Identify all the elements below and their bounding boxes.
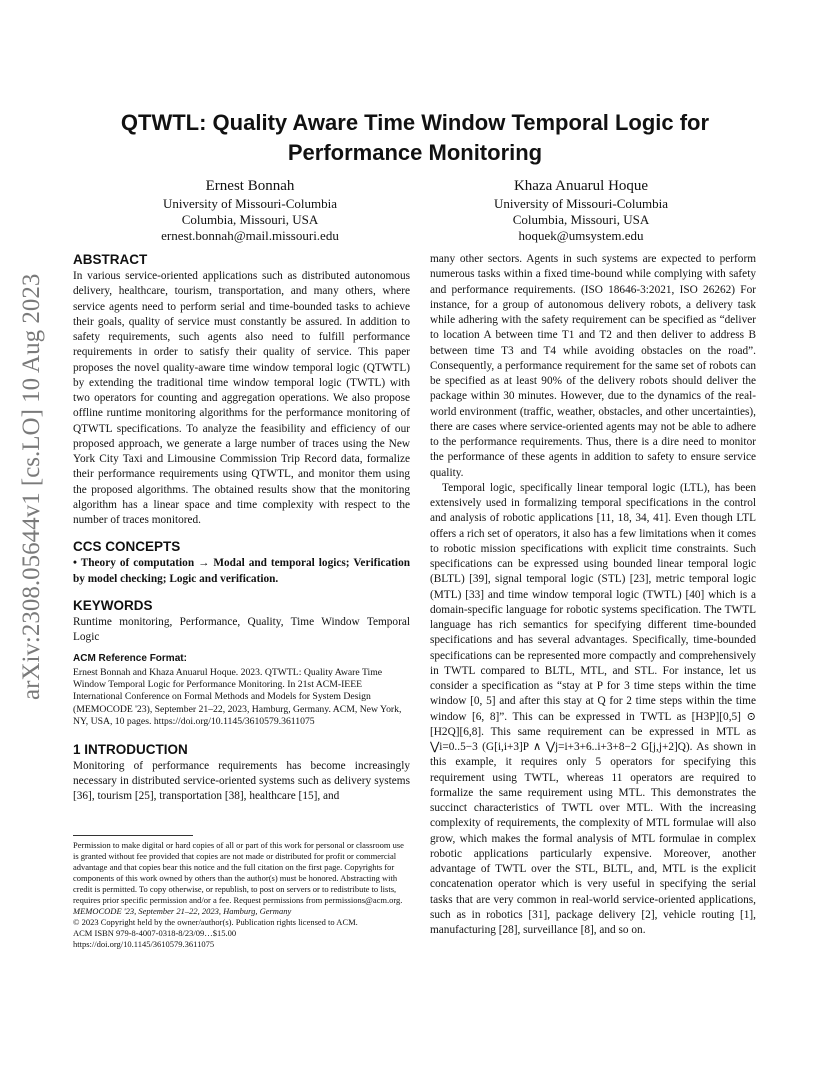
right-paragraph-1: many other sectors. Agents in such systems are expected to perform numerous tasks within a fixed time-bound while complying with safety and performance requirements. (ISO 18646-3:2021, ISO 26262) For instance, for a group of autonomous delivery robots, a delivery task while adhering with the safety requirement can be specified as “deliver to location A between time T1 and T2 and then deliver to address B between time T3 and T4 while avoiding obstacles on the road”. Consequently, a performance requirement for the same set of robots can be specified as at least 90% of the delivery robots should deliver the package within 30 minutes. However, due to the dynamics of the real-world environment (traffic, weather, obstacles, and other uncertainties), there are cases where service-oriented agents may not be able to adhere to the performance requirements. Thus, there is a dire need to monitor the performance of these agents in addition to safety to ensure service quality. [430,253,756,479]
ccs-heading: CCS CONCEPTS [73,539,181,555]
footnote-rule [73,835,193,836]
acm-ref-heading: ACM Reference Format: [73,653,187,665]
right-column [430,252,756,938]
author-email: hoquek@umsystem.edu [518,228,644,243]
author-affiliation: University of Missouri-Columbia [162,196,338,211]
doi-line: https://doi.org/10.1145/3610579.3611075 [73,939,215,949]
keywords-heading: KEYWORDS [73,597,153,613]
acm-ref-text: Ernest Bonnah and Khaza Anuarul Hoque. 2023. QTWTL: Quality Aware Time Window Temporal Logic for Performance Monitoring. In 21st ACM-IEEE International Conference on Formal Methods and Models for System Design (MEMOCODE '23), September 21–22, 2023, Hamburg, Germany. ACM, New York, NY, USA, 10 pages. https://doi.org/10.1145/3610579.3611075 [73,666,402,728]
right-paragraph-2: Temporal logic, specifically linear temporal logic (LTL), has been extensively used in formalizing temporal specifications in the control and analysis of robotic applications [11, 18, 34, 41]. Even though LTL offers a rich set of operators, it also has a few limitations when it comes to robotic mission specifications with explicit time constraints. Such specifications can be expressed using bounded linear temporal logic (BLTL) [39], signal temporal logic (STL) [23], metric temporal logic (MTL) [33] and time window temporal logic (TWTL) [40] which is a domain-specific language for robotic systems specification. The TWTL language has rich semantics for specifying different time-bounded specifications and has several advantages. Specifically, time-bounded specifications can be represented more compactly and comprehensively in TWTL compared to BLTL, MTL, and STL. For instance, let us consider a specification as “stay at P for 3 time steps within the time window [0, 5] and after this stay at Q for 2 time steps within the time window [6, 8]”. This can be expressed in TWTL as [H3P][0,5] ⊙ [H2Q][6,8]. This same requirement can be expressed in MTL as ⋁i=0..5−3 (G[i,i+3]P ∧ ⋁j=i+3+6..i+3+8−2 G[j,j+2]Q). As shown in this example, it requires only 5 operators for specifying this requirement using TWTL, whereas 11 operators are required to formalize the same requirement using MTL. This demonstrates the succinct characteristics of TWTL over MTL. With the increasing complexity of requirements, the complexity of MTL formulae will also grow, which makes the formal analysis of MTL formulae in complex robotic applications particularly expensive. Moreover, another advantage of TWTL over the STL, BLTL, and, MTL is the explicit concatenation operator which is very useful in specifying the serial tasks that are very common in real-world service-oriented applications, such as in robotics [31], package delivery [2], vehicle routing [1], manufacturing [28], surveillance [8], and so on. [430,481,756,936]
permission-text: Permission to make digital or hard copies of all or part of this work for personal or classroom use is granted without fee provided that copies are not made or distributed for profit or commercial advantage and that copies bear this notice and the full citation on the first page. Copyrights for components of this work owned by others than the author(s) must be honored. Abstracting with credit is permitted. To copy otherwise, or republish, to post on servers or to redistribute to lists, requires prior specific permission and/or a fee. Request permissions from permissions@acm.org. [73,840,404,905]
arxiv-stamp-text: arXiv:2308.05644v1 [cs.LO] 10 Aug 2023 [18,273,45,700]
ccs-text: • Theory of computation → Modal and temporal logics; Verification by model checking; Logic and verification. [73,557,410,585]
author-location: Columbia, Missouri, USA [181,212,319,227]
keywords-text: Runtime monitoring, Performance, Quality, Time Window Temporal Logic [73,615,410,643]
left-column [73,251,410,804]
author-name: Khaza Anuarul Hoque [513,178,649,194]
author-email: ernest.bonnah@mail.missouri.edu [161,228,339,243]
isbn-line: ACM ISBN 979-8-4007-0318-8/23/09…$15.00 [73,928,237,938]
arxiv-stamp [10,270,54,700]
intro-text: Monitoring of performance requirements has become increasingly necessary in distributed service-oriented systems such as delivery systems [36], tourism [25], transportation [38], healthcare [15], and [73,759,410,803]
author-location: Columbia, Missouri, USA [512,212,650,227]
abstract-text: In various service-oriented applications such as distributed autonomous delivery, healthcare, tourism, transportation, and many others, where service agents need to perform serial and time-bounded tasks to achieve their goals, quality of service must constantly be assured. In addition to safety requirements, such agents also need to fulfill performance requirements in order to satisfy their quality of service. This paper proposes the novel quality-aware time window temporal logic (QTWTL) by extending the traditional time window temporal logic (TWTL) with two operators for counting and aggregation operations. We also propose offline runtime monitoring algorithms for the performance monitoring of QTWTL specifications. To analyze the feasibility and efficiency of our proposed approach, we generate a large number of traces using the New York City Taxi and Limousine Commission Trip Record data, formalize their performance requirements using QTWTL, and monitor them using the proposed algorithms. The obtained results show that the monitoring algorithm has a linear space and time complexity with respect to the number of traces monitored. [73,270,410,526]
author-affiliation: University of Missouri-Columbia [493,196,669,211]
author-block-2 [431,176,731,244]
author-name: Ernest Bonnah [205,178,295,194]
intro-heading: 1 INTRODUCTION [73,741,188,757]
copyright-line: © 2023 Copyright held by the owner/author(s). Publication rights licensed to ACM. [73,917,358,927]
paper-title: QTWTL: Quality Aware Time Window Temporal Logic for Performance Monitoring [120,110,710,165]
abstract-heading: ABSTRACT [73,252,148,267]
author-block-1 [100,176,400,244]
conference-line: MEMOCODE '23, September 21–22, 2023, Hamburg, Germany [73,906,292,916]
permission-block [73,840,410,950]
